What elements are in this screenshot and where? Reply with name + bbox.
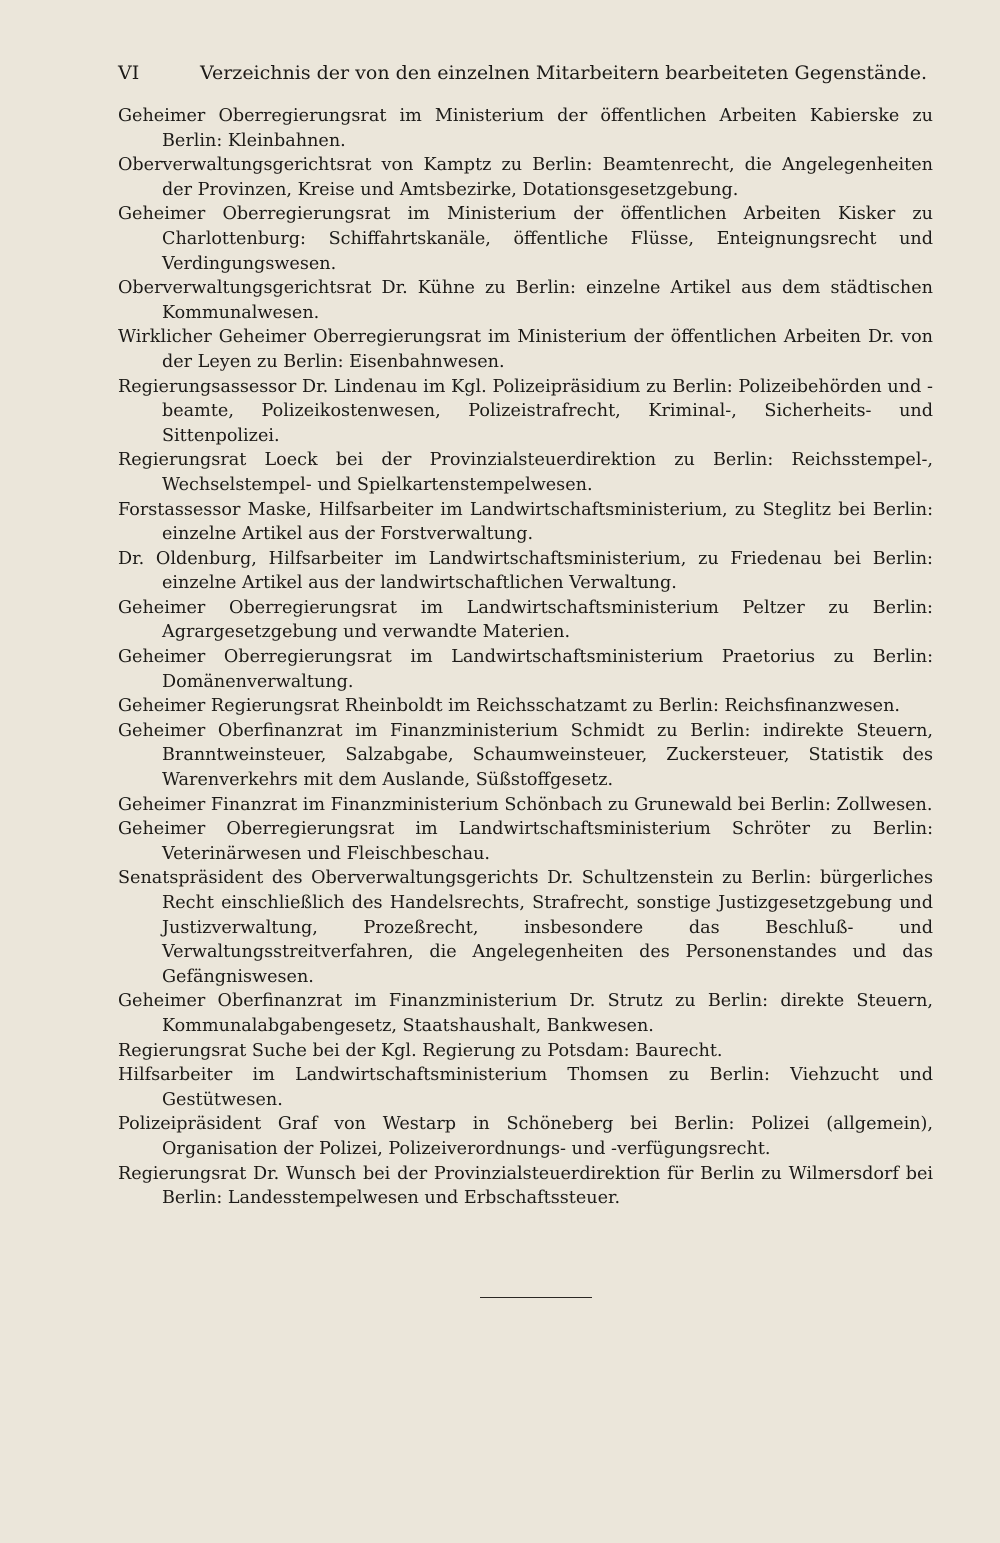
list-item: Wirklicher Geheimer Oberregierungsrat im Ministerium der öffentlichen Arbeiten Dr. von der Leyen zu Berlin: Eisenbahnwesen. (118, 327, 933, 372)
list-item: Regierungsrat Dr. Wunsch bei der Provinzialsteuerdirektion für Berlin zu Wilmersdorf bei Berlin: Landesstempelwesen und Erbschaftssteuer. (118, 1163, 933, 1209)
list-item: Regierungsrat Loeck bei der Provinzialsteuerdirektion zu Berlin: Reichsstempel-, Wechselstempel- und Spielkartenstempelwesen. (118, 450, 933, 495)
list-item: Regierungsrat Suche bei der Kgl. Regierung zu Potsdam: Baurecht. (118, 1040, 723, 1061)
list-item: Oberverwaltungsgerichtsrat von Kamptz zu Berlin: Beamtenrecht, die Angelegenheiten der Provinzen, Kreise und Amtsbezirke, Dotationsgesetzgebung. (118, 155, 933, 200)
section-divider (480, 1297, 592, 1298)
list-item: Geheimer Finanzrat im Finanzministerium Schönbach zu Grunewald bei Berlin: Zollwesen. (118, 794, 933, 815)
list-item: Hilfsarbeiter im Landwirtschaftsministerium Thomsen zu Berlin: Viehzucht und Gestütwesen. (118, 1065, 933, 1110)
list-item: Geheimer Oberregierungsrat im Ministerium der öffentlichen Arbeiten Kabierske zu Berlin: Kleinbahnen. (118, 106, 933, 151)
list-item: Polizeipräsident Graf von Westarp in Schöneberg bei Berlin: Polizei (allgemein), Organisation der Polizei, Polizeiverordnungs- und -verfügungsrecht. (118, 1114, 933, 1159)
list-item: Geheimer Oberregierungsrat im Landwirtschaftsministerium Peltzer zu Berlin: Agrargesetzgebung und verwandte Materien. (118, 597, 933, 643)
list-item: Geheimer Oberfinanzrat im Finanzministerium Dr. Strutz zu Berlin: direkte Steuern, Kommunalabgabengesetz, Staatshaushalt, Bankwesen. (118, 991, 933, 1036)
contributor-list (118, 104, 933, 1211)
page-number: VI (118, 62, 140, 84)
list-item: Geheimer Oberfinanzrat im Finanzministerium Schmidt zu Berlin: indirekte Steuern, Branntweinsteuer, Salzabgabe, Schaumweinsteuer, Zuckersteuer, Statistik des Warenverkehrs mit dem Auslande, Süßstoffgesetz. (118, 720, 933, 791)
list-item: Dr. Oldenburg, Hilfsarbeiter im Landwirtschaftsministerium, zu Friedenau bei Berlin: einzelne Artikel aus der landwirtschaftlichen Verwaltung. (118, 548, 933, 594)
list-item: Senatspräsident des Oberverwaltungsgerichts Dr. Schultzenstein zu Berlin: bürgerliches Recht einschließlich des Handelsrechts, Strafrecht, sonstige Justizgesetzgebung und Justizverwaltung, Prozeßrecht, insbesondere das Beschluß- und Verwaltungsstreitverfahren, die Angelegenheiten des Personenstandes und das Gefängniswesen. (118, 868, 933, 987)
list-item: Geheimer Oberregierungsrat im Ministerium der öffentlichen Arbeiten Kisker zu Charlottenburg: Schiffahrtskanäle, öffentliche Flüsse, Enteignungsrecht und Verdingungswesen. (118, 204, 933, 274)
list-item: Geheimer Regierungsrat Rheinboldt im Reichsschatzamt zu Berlin: Reichsfinanzwesen. (118, 696, 900, 717)
list-item: Oberverwaltungsgerichtsrat Dr. Kühne zu Berlin: einzelne Artikel aus dem städtischen Kommunalwesen. (118, 278, 933, 323)
list-item: Regierungsassessor Dr. Lindenau im Kgl. Polizeipräsidium zu Berlin: Polizeibehörden und -beamte, Polizeikostenwesen, Polizeistrafrecht, Kriminal-, Sicherheits- und Sittenpolizei. (118, 376, 933, 446)
list-item: Geheimer Oberregierungsrat im Landwirtschaftsministerium Praetorius zu Berlin: Domänenverwaltung. (118, 647, 933, 692)
list-item: Geheimer Oberregierungsrat im Landwirtschaftsministerium Schröter zu Berlin: Veterinärwesen und Fleischbeschau. (118, 819, 933, 864)
list-item: Forstassessor Maske, Hilfsarbeiter im Landwirtschaftsministerium, zu Steglitz bei Berlin: einzelne Artikel aus der Forstverwaltung. (118, 499, 933, 545)
running-title: Verzeichnis der von den einzelnen Mitarbeitern bearbeiteten Gegenstände. (200, 62, 928, 84)
